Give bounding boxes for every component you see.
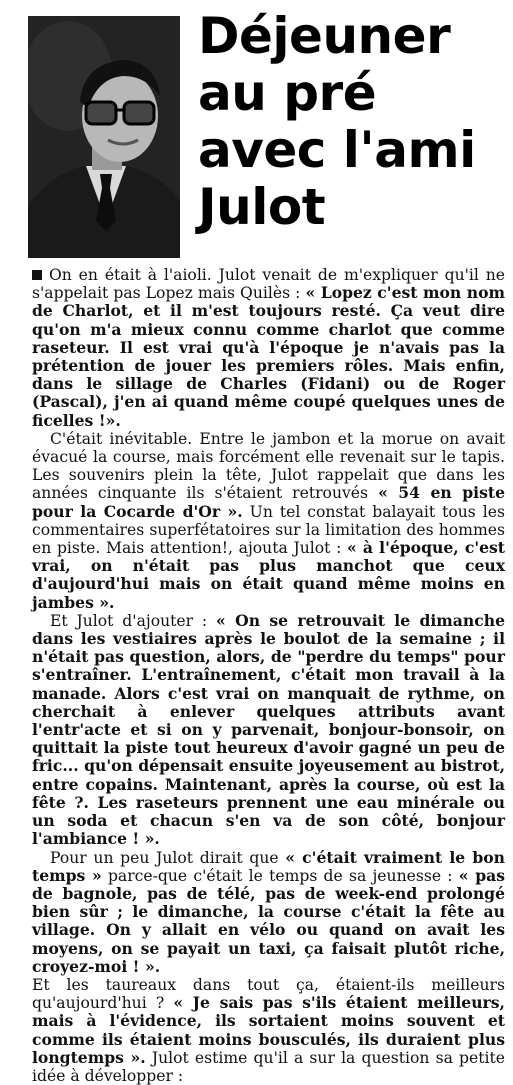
- p5-text-a: Et les taureaux dans tout ça, étaient-ils meilleurs qu'aujourd'hui ?: [32, 975, 505, 1013]
- article-paragraph-1: [32, 266, 505, 430]
- bullet-square-icon: [32, 270, 42, 280]
- p4-text-b: parce-que c'était le temps de sa jeunesse :: [101, 866, 459, 885]
- headline-line-1: Déjeuner: [198, 7, 451, 65]
- portrait-illustration: [28, 16, 180, 258]
- headline-line-3: avec l'ami: [198, 121, 476, 179]
- p5-text-b: Julot estime qu'il a sur la question sa petite idée à développer :: [32, 1048, 505, 1085]
- article-body: [32, 266, 505, 1085]
- p3-text: Et Julot d'ajouter :: [50, 611, 217, 630]
- p2-quote-b: « à l'époque, c'est vrai, on n'était pas plus manchot que ceux d'aujourd'hui mais on était quand même moins en jambes ».: [32, 538, 505, 612]
- headline-line-4: Julot: [198, 178, 326, 236]
- p4-text-a: Pour un peu Julot dirait que: [50, 848, 286, 867]
- p5-quote: « Je sais pas s'ils étaient meilleurs, mais à l'évidence, ils sortaient moins souvent et comme ils étaient moins bousculés, ils duraient plus longtemps ».: [32, 993, 505, 1067]
- portrait-photo: [28, 16, 180, 258]
- p4-quote-a: « c'était vraiment le bon temps »: [32, 847, 505, 885]
- article-paragraph-3: [32, 612, 505, 849]
- p2-quote-a: « 54 en piste pour la Cocarde d'Or ».: [32, 483, 505, 521]
- p4-quote-b: « pas de bagnole, pas de télé, pas de week-end prolongé bien sûr ; le dimanche, la course c'était la fête au village. On y allait en vélo ou quand on avait les moyens, on se payait un taxi, ça faisait plutôt riche, croyez-moi ! ».: [32, 865, 505, 976]
- article-paragraph-4: [32, 849, 505, 976]
- p1-quote: « Lopez c'est mon nom de Charlot, et il m'est toujours resté. Ça veut dire qu'on m'a mieux connu comme charlot que comme raseteur. Il est vrai qu'à l'époque je n'avais pas la prétention de jouer les premiers rôles. Mais enfin, dans le sillage de Charles (Fidani) ou de Roger (Pascal), j'en ai quand même coupé quelques unes de ficelles !».: [32, 283, 505, 430]
- p2-text-a: C'était inévitable. Entre le jambon et la morue on avait évacué la course, mais forcément elle revenait sur le tapis. Les souvenirs plein la tête, Julot rappelait que dans les années cinquante ils s'étaient retrouvés: [32, 429, 505, 503]
- headline-line-2: au pré: [198, 64, 377, 122]
- article-paragraph-5: [32, 976, 505, 1085]
- p3-quote: « On se retrouvait le dimanche dans les vestiaires après le boulot de la semaine ; il n'était pas question, alors, de "perdre du temps" pour s'entraîner. L'entraînement, c'était mon travail à la manade. Alors c'est vrai on manquait de rythme, on cherchait à enlever quelques attributs avant l'entr'acte et si on y parvenait, bonjour-bonsoir, on quittait la piste tout heureux d'avoir gagné un peu de fric... qu'on dépensait ensuite joyeusement au bistrot, entre copains. Maintenant, après la course, où est la fête ?. Les raseteurs prennent une eau minérale ou un soda et chacun s'en va de son côté, bonjour l'ambiance ! ».: [32, 610, 505, 849]
- headline: [198, 8, 503, 236]
- article-paragraph-2: [32, 430, 505, 612]
- p1-text: On en était à l'aioli. Julot venait de m'expliquer qu'il ne s'appelait pas Lopez mais Quilès :: [32, 266, 505, 303]
- p2-text-b: Un tel constat balayait tous les commentaires superfétatoires sur la limitation des hommes en piste. Mais attention!, ajouta Julot :: [32, 502, 505, 558]
